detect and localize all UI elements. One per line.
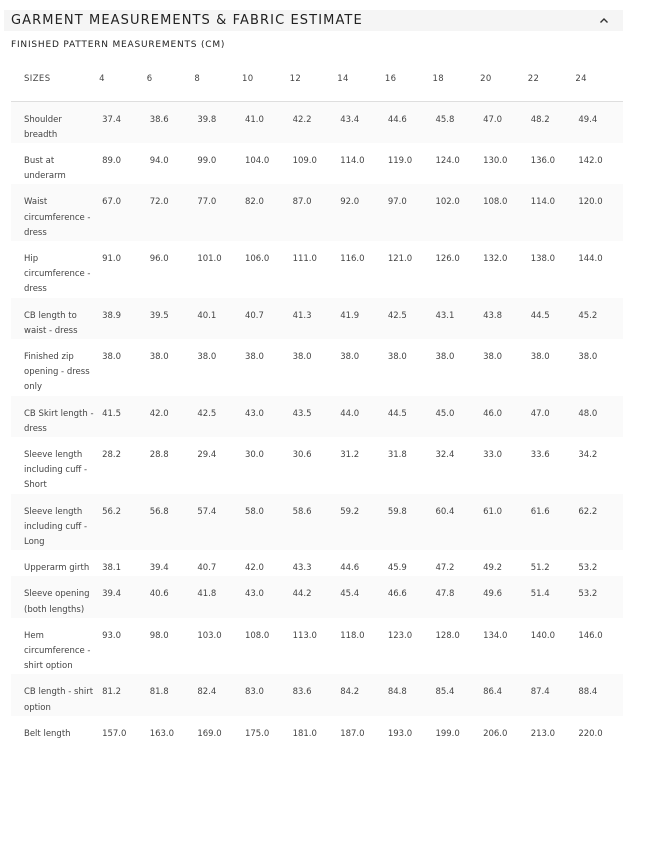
sizes-header: SIZES [11, 58, 99, 101]
measurement-value: 146.0 [575, 618, 623, 675]
measurement-value: 104.0 [242, 143, 290, 184]
measurement-value: 56.8 [147, 494, 195, 551]
table-row [11, 143, 623, 184]
measurement-value: 48.0 [575, 396, 623, 437]
table-row [11, 184, 623, 241]
measurement-value: 38.6 [147, 101, 195, 143]
measurement-value: 44.6 [337, 550, 385, 576]
measurement-value: 43.4 [337, 101, 385, 143]
measurement-value: 61.6 [528, 494, 576, 551]
measurement-value: 111.0 [290, 241, 338, 298]
measurement-value: 97.0 [385, 184, 433, 241]
measurement-value: 96.0 [147, 241, 195, 298]
measurement-value: 103.0 [194, 618, 242, 675]
measurement-value: 40.1 [194, 298, 242, 339]
measurement-value: 29.4 [194, 437, 242, 494]
measurement-value: 47.0 [480, 101, 528, 143]
size-header-22: 22 [528, 58, 576, 101]
measurement-value: 38.0 [432, 339, 480, 396]
measurement-label: Upperarm girth [11, 550, 99, 576]
measurement-value: 175.0 [242, 716, 290, 742]
measurement-value: 136.0 [528, 143, 576, 184]
table-row [11, 241, 623, 298]
measurement-value: 31.2 [337, 437, 385, 494]
measurement-value: 67.0 [99, 184, 147, 241]
measurement-label: Belt length [11, 716, 99, 742]
measurement-value: 34.2 [575, 437, 623, 494]
measurement-value: 93.0 [99, 618, 147, 675]
measurement-value: 128.0 [432, 618, 480, 675]
measurement-value: 123.0 [385, 618, 433, 675]
table-row [11, 437, 623, 494]
measurement-value: 99.0 [194, 143, 242, 184]
measurement-value: 57.4 [194, 494, 242, 551]
measurement-label: Hip circumference - dress [11, 241, 99, 298]
measurement-value: 51.4 [528, 576, 576, 617]
table-header-row [11, 58, 623, 101]
table-row [11, 298, 623, 339]
measurement-value: 62.2 [575, 494, 623, 551]
measurement-value: 108.0 [242, 618, 290, 675]
table-row [11, 674, 623, 715]
measurement-value: 47.0 [528, 396, 576, 437]
measurement-value: 144.0 [575, 241, 623, 298]
measurement-value: 206.0 [480, 716, 528, 742]
measurement-value: 77.0 [194, 184, 242, 241]
measurement-value: 40.6 [147, 576, 195, 617]
measurement-value: 47.8 [432, 576, 480, 617]
measurement-value: 43.1 [432, 298, 480, 339]
measurement-value: 163.0 [147, 716, 195, 742]
measurement-value: 44.0 [337, 396, 385, 437]
accordion-header[interactable] [4, 10, 623, 31]
measurements-table-container [11, 58, 623, 742]
measurement-label: Finished zip opening - dress only [11, 339, 99, 396]
table-row [11, 494, 623, 551]
measurement-value: 45.9 [385, 550, 433, 576]
measurement-value: 40.7 [242, 298, 290, 339]
table-row [11, 396, 623, 437]
measurement-value: 114.0 [528, 184, 576, 241]
measurement-value: 92.0 [337, 184, 385, 241]
measurement-value: 39.8 [194, 101, 242, 143]
measurement-value: 38.0 [194, 339, 242, 396]
measurement-value: 40.7 [194, 550, 242, 576]
size-header-12: 12 [290, 58, 338, 101]
size-header-4: 4 [99, 58, 147, 101]
measurement-value: 38.9 [99, 298, 147, 339]
measurement-value: 98.0 [147, 618, 195, 675]
measurement-value: 87.4 [528, 674, 576, 715]
measurement-value: 38.0 [385, 339, 433, 396]
measurement-value: 181.0 [290, 716, 338, 742]
measurement-value: 42.0 [147, 396, 195, 437]
table-row [11, 618, 623, 675]
measurement-value: 91.0 [99, 241, 147, 298]
measurement-value: 41.8 [194, 576, 242, 617]
measurement-value: 83.0 [242, 674, 290, 715]
measurement-value: 119.0 [385, 143, 433, 184]
measurement-value: 51.2 [528, 550, 576, 576]
measurement-value: 58.0 [242, 494, 290, 551]
measurement-value: 42.2 [290, 101, 338, 143]
table-row [11, 550, 623, 576]
measurement-value: 124.0 [432, 143, 480, 184]
measurement-value: 94.0 [147, 143, 195, 184]
measurement-value: 48.2 [528, 101, 576, 143]
measurement-value: 28.2 [99, 437, 147, 494]
measurement-value: 157.0 [99, 716, 147, 742]
measurement-value: 109.0 [290, 143, 338, 184]
size-header-6: 6 [147, 58, 195, 101]
measurement-value: 39.5 [147, 298, 195, 339]
measurement-value: 130.0 [480, 143, 528, 184]
measurement-value: 82.0 [242, 184, 290, 241]
measurements-table [11, 58, 623, 742]
measurement-label: Sleeve length including cuff - Long [11, 494, 99, 551]
measurement-value: 83.6 [290, 674, 338, 715]
measurement-value: 43.3 [290, 550, 338, 576]
measurement-value: 108.0 [480, 184, 528, 241]
measurement-value: 38.0 [242, 339, 290, 396]
measurement-value: 60.4 [432, 494, 480, 551]
measurement-value: 33.0 [480, 437, 528, 494]
measurement-value: 45.8 [432, 101, 480, 143]
size-header-10: 10 [242, 58, 290, 101]
measurement-value: 53.2 [575, 576, 623, 617]
measurement-value: 114.0 [337, 143, 385, 184]
measurement-value: 49.6 [480, 576, 528, 617]
size-header-24: 24 [575, 58, 623, 101]
measurement-value: 84.2 [337, 674, 385, 715]
measurement-value: 41.5 [99, 396, 147, 437]
measurement-value: 193.0 [385, 716, 433, 742]
table-body [11, 101, 623, 742]
measurement-value: 213.0 [528, 716, 576, 742]
measurement-value: 43.5 [290, 396, 338, 437]
measurement-value: 59.8 [385, 494, 433, 551]
measurement-value: 134.0 [480, 618, 528, 675]
table-row [11, 339, 623, 396]
measurement-label: Hem circumference - shirt option [11, 618, 99, 675]
measurement-label: CB length to waist - dress [11, 298, 99, 339]
measurement-value: 58.6 [290, 494, 338, 551]
measurement-value: 81.2 [99, 674, 147, 715]
measurement-value: 53.2 [575, 550, 623, 576]
measurement-value: 87.0 [290, 184, 338, 241]
measurement-value: 41.0 [242, 101, 290, 143]
table-row [11, 716, 623, 742]
measurement-value: 169.0 [194, 716, 242, 742]
measurement-value: 41.9 [337, 298, 385, 339]
measurement-value: 187.0 [337, 716, 385, 742]
measurement-value: 30.6 [290, 437, 338, 494]
measurement-label: Shoulder breadth [11, 101, 99, 143]
measurement-value: 38.1 [99, 550, 147, 576]
measurement-value: 38.0 [337, 339, 385, 396]
measurement-value: 56.2 [99, 494, 147, 551]
measurement-value: 32.4 [432, 437, 480, 494]
measurement-value: 72.0 [147, 184, 195, 241]
size-header-14: 14 [337, 58, 385, 101]
measurement-value: 43.0 [242, 576, 290, 617]
measurement-label: CB Skirt length - dress [11, 396, 99, 437]
measurement-value: 30.0 [242, 437, 290, 494]
measurement-value: 45.4 [337, 576, 385, 617]
chevron-up-icon[interactable] [597, 14, 611, 28]
measurement-value: 49.4 [575, 101, 623, 143]
measurement-value: 43.8 [480, 298, 528, 339]
measurement-value: 42.5 [385, 298, 433, 339]
measurement-value: 88.4 [575, 674, 623, 715]
measurement-value: 84.8 [385, 674, 433, 715]
measurement-value: 38.0 [99, 339, 147, 396]
measurement-value: 120.0 [575, 184, 623, 241]
measurement-value: 106.0 [242, 241, 290, 298]
measurement-value: 59.2 [337, 494, 385, 551]
measurement-value: 102.0 [432, 184, 480, 241]
measurement-value: 43.0 [242, 396, 290, 437]
measurement-label: CB length - shirt option [11, 674, 99, 715]
measurement-value: 46.6 [385, 576, 433, 617]
measurement-value: 142.0 [575, 143, 623, 184]
table-row [11, 576, 623, 617]
measurement-value: 220.0 [575, 716, 623, 742]
measurement-value: 47.2 [432, 550, 480, 576]
measurement-value: 38.0 [147, 339, 195, 396]
measurement-value: 61.0 [480, 494, 528, 551]
measurement-value: 132.0 [480, 241, 528, 298]
measurement-value: 126.0 [432, 241, 480, 298]
measurement-value: 41.3 [290, 298, 338, 339]
measurement-value: 38.0 [480, 339, 528, 396]
measurement-value: 81.8 [147, 674, 195, 715]
table-row [11, 101, 623, 143]
measurement-value: 38.0 [528, 339, 576, 396]
measurement-value: 31.8 [385, 437, 433, 494]
measurement-value: 37.4 [99, 101, 147, 143]
measurement-value: 45.2 [575, 298, 623, 339]
measurement-value: 44.5 [528, 298, 576, 339]
measurement-value: 42.5 [194, 396, 242, 437]
section-title: GARMENT MEASUREMENTS & FABRIC ESTIMATE [11, 13, 363, 28]
measurement-value: 45.0 [432, 396, 480, 437]
measurement-value: 89.0 [99, 143, 147, 184]
measurement-label: Sleeve opening (both lengths) [11, 576, 99, 617]
measurement-value: 44.2 [290, 576, 338, 617]
measurement-value: 46.0 [480, 396, 528, 437]
measurement-value: 86.4 [480, 674, 528, 715]
measurement-value: 44.5 [385, 396, 433, 437]
measurement-label: Bust at underarm [11, 143, 99, 184]
measurement-value: 28.8 [147, 437, 195, 494]
measurement-value: 138.0 [528, 241, 576, 298]
size-header-20: 20 [480, 58, 528, 101]
measurement-value: 82.4 [194, 674, 242, 715]
size-header-8: 8 [194, 58, 242, 101]
measurement-value: 121.0 [385, 241, 433, 298]
measurement-value: 38.0 [290, 339, 338, 396]
size-header-18: 18 [432, 58, 480, 101]
measurement-value: 85.4 [432, 674, 480, 715]
measurement-value: 44.6 [385, 101, 433, 143]
measurement-value: 140.0 [528, 618, 576, 675]
measurement-value: 39.4 [147, 550, 195, 576]
measurement-value: 101.0 [194, 241, 242, 298]
measurement-value: 113.0 [290, 618, 338, 675]
measurement-value: 39.4 [99, 576, 147, 617]
measurement-label: Sleeve length including cuff - Short [11, 437, 99, 494]
measurement-value: 199.0 [432, 716, 480, 742]
size-header-16: 16 [385, 58, 433, 101]
measurement-value: 116.0 [337, 241, 385, 298]
measurement-value: 49.2 [480, 550, 528, 576]
measurement-label: Waist circumference - dress [11, 184, 99, 241]
table-subtitle: FINISHED PATTERN MEASUREMENTS (CM) [11, 40, 226, 50]
measurement-value: 118.0 [337, 618, 385, 675]
measurement-value: 38.0 [575, 339, 623, 396]
measurement-value: 33.6 [528, 437, 576, 494]
measurement-value: 42.0 [242, 550, 290, 576]
